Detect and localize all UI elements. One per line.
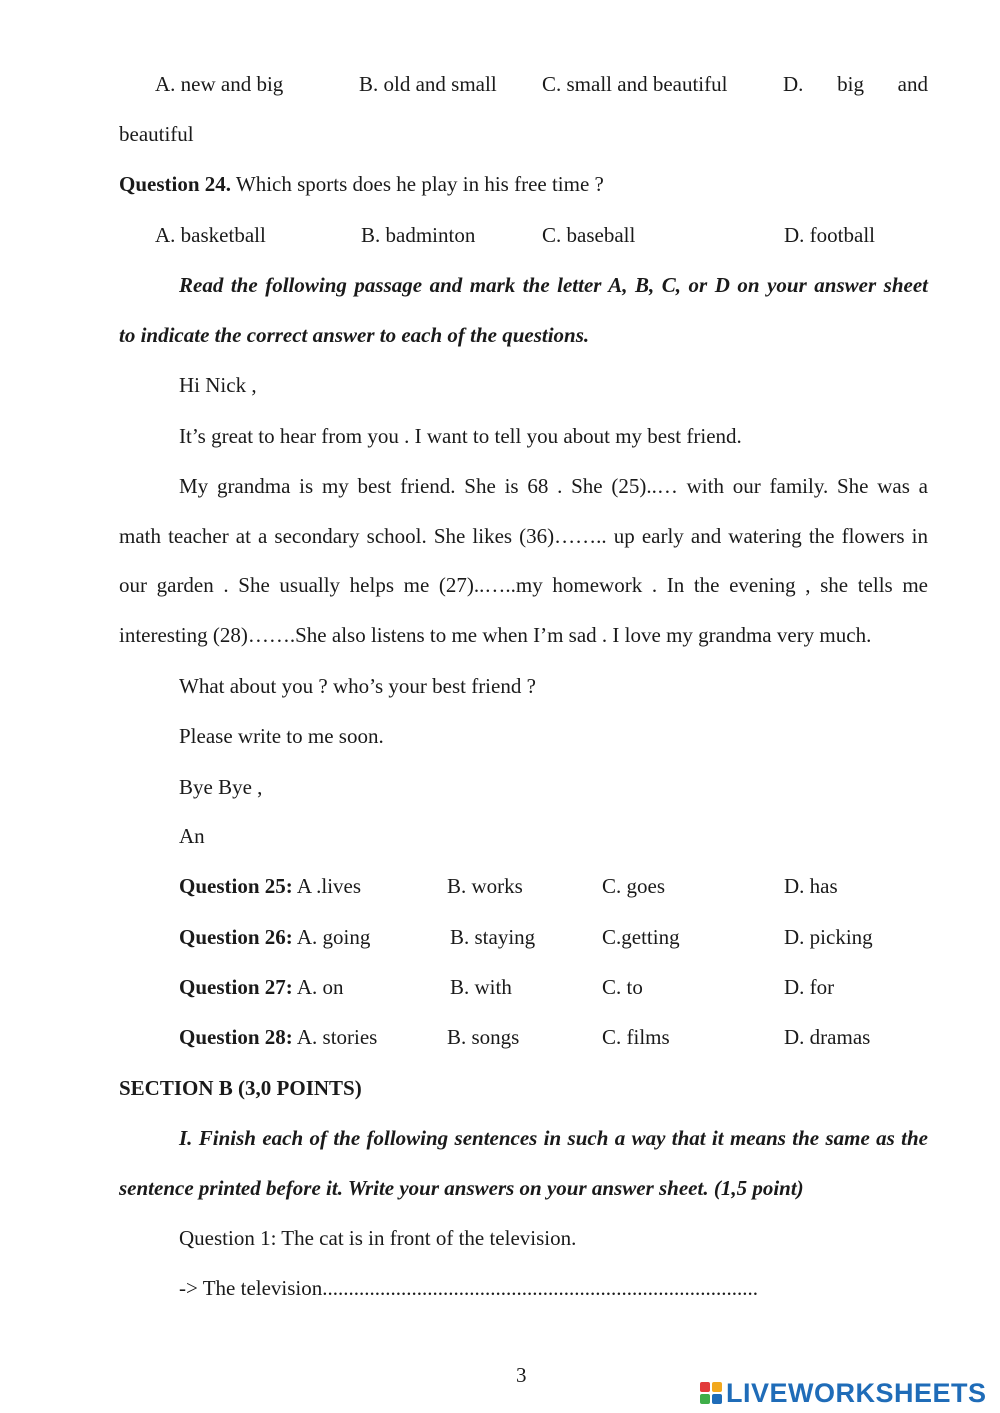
q23-option-d-continued: beautiful: [119, 122, 194, 146]
question-26-option-d: D. picking: [784, 925, 873, 949]
section-b-title: SECTION B (3,0 POINTS): [119, 1076, 362, 1100]
liveworksheets-logo: [700, 1378, 987, 1408]
question-25-option-d: D. has: [784, 874, 838, 898]
question-28-option-c: C. films: [602, 1025, 670, 1049]
question-24-text: Which sports does he play in his free time ?: [231, 172, 604, 196]
letter-greeting: Hi Nick ,: [179, 373, 257, 397]
question-28-option-b: B. songs: [447, 1025, 520, 1049]
q24-option-d: D. football: [784, 223, 875, 247]
letter-paragraph-3: What about you ? who’s your best friend ?: [179, 674, 536, 698]
letter-paragraph-2-line4: interesting (28)…….She also listens to me when I’m sad . I love my grandma very much.: [119, 623, 872, 647]
letter-paragraph-2-line2: math teacher at a secondary school. She likes (36)…….. up early and watering the flowers in: [119, 524, 928, 548]
letter-paragraph-4: Please write to me soon.: [179, 724, 384, 748]
letter-signature: An: [179, 824, 205, 848]
question-26-option-c: C.getting: [602, 925, 680, 949]
question-28-label: Question 28:: [179, 1025, 293, 1049]
liveworksheets-logo-text: LIVEWORKSHEETS: [726, 1377, 987, 1408]
question-25-option-c: C. goes: [602, 874, 665, 898]
question-24: [119, 174, 604, 195]
logo-square-1: [700, 1382, 710, 1392]
question-27-option-a: A. on: [292, 975, 344, 999]
q23-option-b: B. old and small: [359, 72, 497, 96]
reading-instruction-line1: Read the following passage and mark the letter A, B, C, or D on your answer sheet: [179, 273, 928, 297]
reading-instruction-line2: to indicate the correct answer to each of the questions.: [119, 323, 590, 347]
q24-option-a: A. basketball: [155, 223, 266, 247]
question-27: [179, 977, 344, 998]
question-25-option-a: A .lives: [292, 874, 362, 898]
letter-paragraph-2-line3: our garden . She usually helps me (27)..…..my homework . In the evening , she tells me: [119, 573, 928, 597]
question-27-option-d: D. for: [784, 975, 835, 999]
q23-option-d-word2: and: [897, 72, 928, 96]
letter-paragraph-2-line1: My grandma is my best friend. She is 68 . She (25)..… with our family. She was a: [179, 474, 928, 498]
letter-closing: Bye Bye ,: [179, 775, 263, 799]
question-27-option-c: C. to: [602, 975, 643, 999]
q24-option-c: C. baseball: [542, 223, 636, 247]
question-28-option-a: A. stories: [292, 1025, 378, 1049]
section-b-instruction-line2: sentence printed before it. Write your answers on your answer sheet. (1,5 point): [119, 1176, 804, 1200]
logo-square-2: [712, 1382, 722, 1392]
q23-option-c: C. small and beautiful: [542, 72, 728, 96]
q23-option-d-letter: D.: [783, 72, 804, 96]
q23-option-d-word1: big: [837, 72, 864, 96]
section-b-instruction-line1: I. Finish each of the following sentences in such a way that it means the same as the: [179, 1126, 928, 1150]
question-26-label: Question 26:: [179, 925, 293, 949]
section-b-question-1: Question 1: The cat is in front of the television.: [179, 1226, 577, 1250]
q24-option-b: B. badminton: [361, 223, 476, 247]
liveworksheets-logo-icon: [700, 1382, 722, 1404]
question-26-option-b: B. staying: [450, 925, 536, 949]
question-28: [179, 1027, 377, 1048]
question-25-label: Question 25:: [179, 874, 293, 898]
page-number: 3: [516, 1363, 527, 1387]
question-25-option-b: B. works: [447, 874, 523, 898]
q23-option-d: [783, 74, 928, 95]
logo-square-3: [700, 1394, 710, 1404]
question-24-label: Question 24.: [119, 172, 232, 196]
question-28-option-d: D. dramas: [784, 1025, 871, 1049]
section-b-question-1-answer-line[interactable]: -> The television...................................................................................: [179, 1276, 759, 1300]
question-26: [179, 927, 370, 948]
q23-option-a: A. new and big: [155, 72, 284, 96]
question-25: [179, 876, 361, 897]
question-26-option-a: A. going: [292, 925, 371, 949]
letter-paragraph-1: It’s great to hear from you . I want to tell you about my best friend.: [179, 424, 742, 448]
question-27-label: Question 27:: [179, 975, 293, 999]
logo-square-4: [712, 1394, 722, 1404]
question-27-option-b: B. with: [450, 975, 512, 999]
